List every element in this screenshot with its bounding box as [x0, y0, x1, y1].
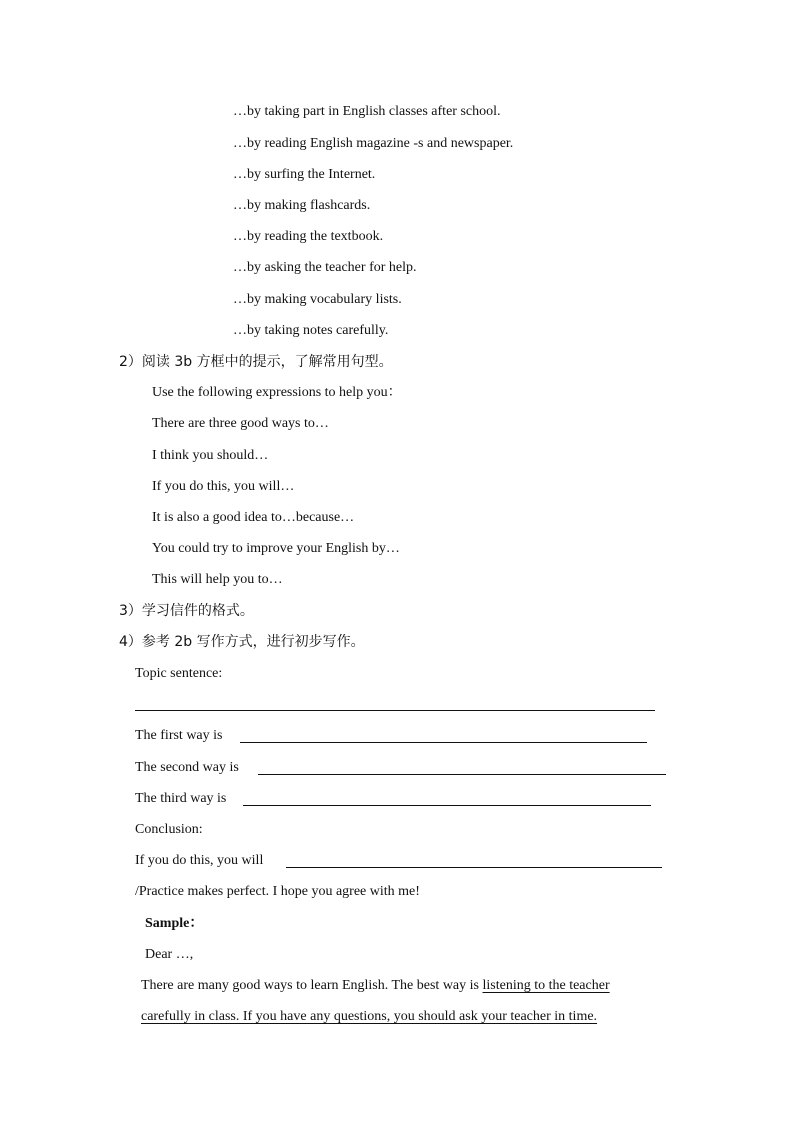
expression-line: If you do this, you will… — [152, 479, 295, 494]
sample-line-1-underlined: listening to the teacher — [482, 978, 610, 993]
if-you-blank[interactable] — [286, 867, 662, 868]
method-line: …by taking notes carefully. — [233, 323, 389, 338]
expression-line: You could try to improve your English by… — [152, 541, 400, 556]
method-line: …by taking part in English classes after school. — [233, 104, 501, 119]
step-2-heading: 2）阅读 3b 方框中的提示，了解常用句型。 — [119, 354, 393, 370]
second-way-label: The second way is — [135, 760, 239, 775]
sample-line-1-text: There are many good ways to learn English. The best way is — [141, 978, 483, 993]
expression-line: There are three good ways to… — [152, 416, 329, 431]
sample-label-text: Sample： — [145, 916, 204, 931]
expression-line: This will help you to… — [152, 572, 283, 587]
expression-line: Use the following expressions to help you： — [152, 385, 402, 400]
step-3-heading: 3）学习信件的格式。 — [119, 603, 254, 619]
conclusion-label: Conclusion: — [135, 822, 203, 837]
first-way-blank[interactable] — [240, 742, 647, 743]
topic-sentence-label: Topic sentence: — [135, 666, 223, 681]
third-way-label: The third way is — [135, 791, 227, 806]
sample-greeting: Dear …, — [145, 947, 194, 962]
step-4-heading: 4）参考 2b 写作方式，进行初步写作。 — [119, 634, 365, 650]
first-way-label: The first way is — [135, 728, 223, 743]
practice-line: /Practice makes perfect. I hope you agree with me! — [135, 884, 420, 899]
sample-line-1 — [141, 977, 610, 995]
method-line: …by reading English magazine -s and newspaper. — [233, 136, 514, 151]
if-you-label: If you do this, you will — [135, 853, 264, 868]
second-way-blank[interactable] — [258, 774, 666, 775]
method-line: …by making vocabulary lists. — [233, 292, 402, 307]
method-line: …by asking the teacher for help. — [233, 260, 417, 275]
method-line: …by surfing the Internet. — [233, 167, 376, 182]
topic-sentence-blank[interactable] — [135, 710, 655, 711]
method-line: …by reading the textbook. — [233, 229, 384, 244]
third-way-blank[interactable] — [243, 805, 651, 806]
sample-line-2: carefully in class. If you have any questions, you should ask your teacher in time. — [141, 1009, 598, 1024]
sample-label — [145, 915, 203, 933]
expression-line: It is also a good idea to…because… — [152, 510, 355, 525]
method-line: …by making flashcards. — [233, 198, 371, 213]
expression-line: I think you should… — [152, 448, 269, 463]
